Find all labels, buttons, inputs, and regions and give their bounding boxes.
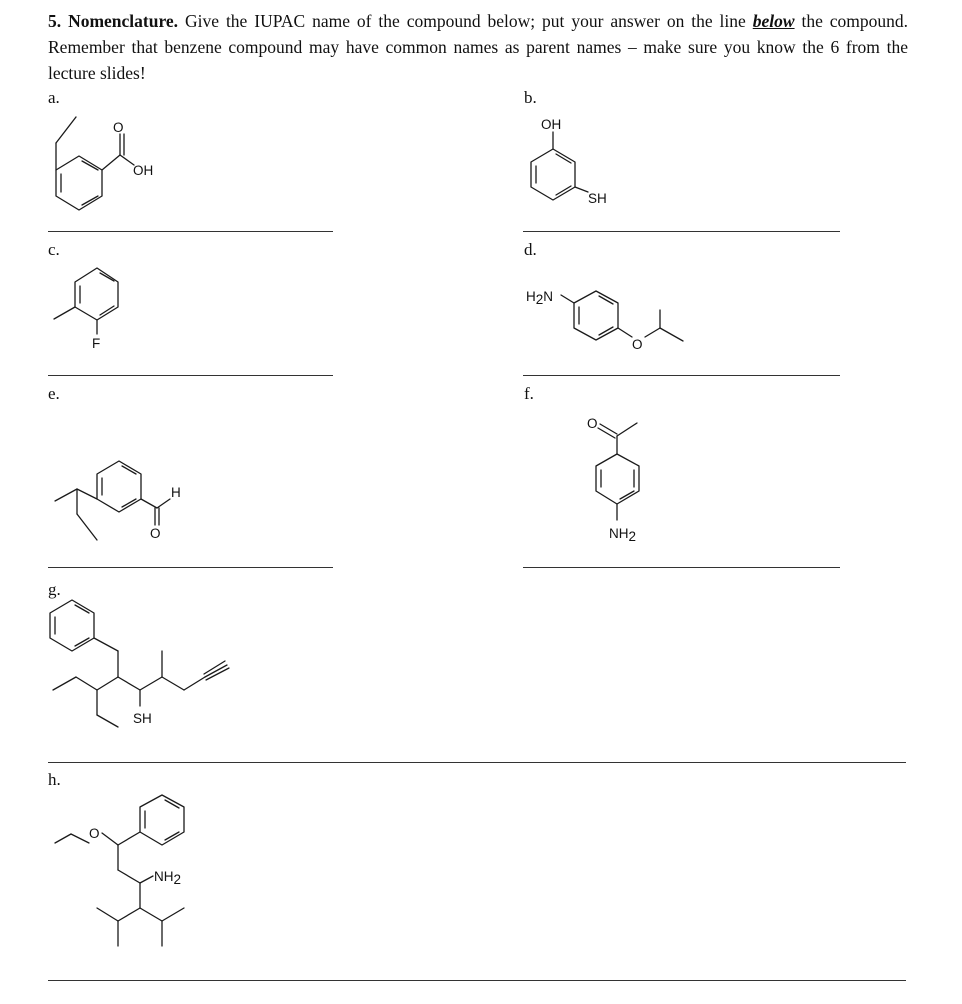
atom-b-oh: OH xyxy=(541,117,562,132)
atom-a-oh: OH xyxy=(133,163,154,178)
structure-h xyxy=(55,795,184,946)
part-label-e: e. xyxy=(48,384,60,403)
part-label-c: c. xyxy=(48,240,60,259)
structure-d xyxy=(526,289,683,352)
structure-e xyxy=(55,461,181,541)
atom-d-o: O xyxy=(632,337,643,352)
atom-g-sh: SH xyxy=(133,711,152,726)
part-label-f: f. xyxy=(524,384,534,403)
part-label-h: h. xyxy=(48,770,61,789)
atom-e-h: H xyxy=(171,485,181,500)
question-text-before: Give the IUPAC name of the compound below; put your answer on the line xyxy=(185,11,746,31)
atom-d-h2n: H2N xyxy=(526,289,554,307)
structure-g xyxy=(50,600,229,727)
question-emphasis: below xyxy=(752,11,795,31)
question-text-after: the compound. Remember that benzene compound may have common names as parent names – make sure you know the 6 from the lecture slides! xyxy=(48,11,909,83)
atom-f-o: O xyxy=(587,416,598,431)
part-label-d: d. xyxy=(524,240,537,259)
atom-a-o: O xyxy=(113,120,124,135)
structure-a xyxy=(56,117,153,210)
structure-f xyxy=(587,416,639,544)
part-label-b: b. xyxy=(524,88,537,107)
atom-h-nh2: NH2 xyxy=(154,869,182,887)
atom-e-o: O xyxy=(150,526,161,541)
structure-b xyxy=(531,117,607,206)
atom-h-o: O xyxy=(89,826,100,841)
atom-c-f: F xyxy=(92,336,101,351)
question-heading: Nomenclature. xyxy=(68,11,179,31)
atom-f-nh2: NH2 xyxy=(609,526,637,544)
structure-c xyxy=(54,268,118,351)
part-label-g: g. xyxy=(48,580,61,599)
part-label-a: a. xyxy=(48,88,60,107)
atom-b-sh: SH xyxy=(588,191,607,206)
question-number: 5. xyxy=(48,11,62,31)
